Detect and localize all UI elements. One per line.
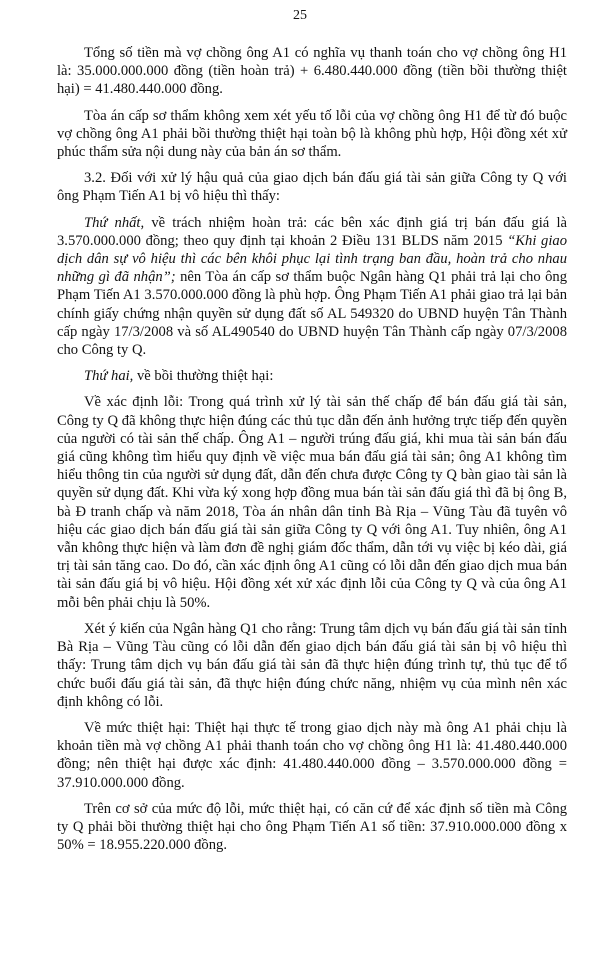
page-number: 25: [293, 8, 307, 23]
paragraph-total-payment: Tổng số tiền mà vợ chồng ông A1 có nghĩa vụ thanh toán cho vợ chồng ông H1 là: 35.000.000.000 đồng (tiền hoàn trả) + 6.480.440.000 đồng (tiền bồi thường thiệt hại) = 41.480.440.000 đồng.: [57, 45, 567, 98]
second-body-text: về bồi thường thiệt hại:: [133, 368, 274, 385]
paragraph-second-damages: [57, 367, 567, 385]
paragraph-section-3-2: 3.2. Đối với xử lý hậu quả của giao dịch bán đấu giá tài sản giữa Công ty Q với ông Phạm Tiến A1 bị vô hiệu thì thấy:: [57, 170, 567, 205]
first-lead-text: Thứ nhất,: [84, 214, 145, 231]
paragraph-compensation: Trên cơ sở của mức độ lỗi, mức thiệt hại, có căn cứ để xác định số tiền mà Công ty Q phải bồi thường thiệt hại cho ông Phạm Tiến A1 số tiền: 37.910.000.000 đồng x 50% = 18.955.220.000 đồng.: [57, 800, 567, 854]
legal-quote: “Khi giao dịch dân sự vô hiệu thì các bên khôi phục lại tình trạng ban đầu, hoàn trả cho nhau những gì đã nhận”;: [57, 232, 567, 286]
paragraph-damage-amount: Về mức thiệt hại: Thiệt hại thực tế trong giao dịch này mà ông A1 phải chịu là khoản tiền mà vợ chồng A1 phải thanh toán cho vợ chồng ông H1 là: 41.480.440.000 đồng; nên thiệt hại được xác định: 41.480.440.000 đồng – 3.570.000.000 đồng = 37.910.000.000 đồng.: [57, 719, 567, 791]
document-body: [57, 44, 567, 860]
paragraph-bank-opinion: Xét ý kiến của Ngân hàng Q1 cho rằng: Trung tâm dịch vụ bán đấu giá tài sản tỉnh Bà Rịa – Vũng Tàu cũng có lỗi dẫn đến giao dịch bán đấu giá tài sản bị vô hiệu thì thấy: Trung tâm dịch vụ bán đấu giá tài sản đã thực hiện đúng trình tự, thủ tục để tổ chức buổi đấu giá tài sản, đã thực hiện đúng chức năng, nhiệm vụ của mình nên xác định không có lỗi.: [57, 620, 567, 710]
paragraph-fault-determination: Về xác định lỗi: Trong quá trình xử lý tài sản thế chấp để bán đấu giá tài sản, Công ty Q đã không thực hiện đúng các thủ tục dẫn đến ảnh hưởng trực tiếp đến quyền của người có tài sản thế chấp. Ông A1 – người trúng đấu giá, khi mua tài sản bán đấu giá cũng không tìm hiểu quy định về việc mua bán đấu giá tài sản; ông A1 không tìm hiểu thông tin của người sử dụng đất, dẫn đến chưa được Công ty Q bàn giao tài sản là quyền sử dụng đất. Khi vừa ký xong hợp đồng mua bán tài sản đấu giá thì đã bị ông B, bà Đ tranh chấp và năm 2018, Tòa án nhân dân tỉnh Bà Rịa – Vũng Tàu đã tuyên vô hiệu các giao dịch bán đấu giá tài sản giữa Công ty Q với ông A1. Tuy nhiên, ông A1 vẫn không thực hiện và làm đơn đề nghị giám đốc thẩm, dẫn tới vụ việc bị kéo dài, giá trị tài sản tăng cao. Do đó, cần xác định ông A1 cũng có lỗi dẫn đến giao dịch mua bán tài sản đấu giá bị vô hiệu. Hội đồng xét xử xác định lỗi của Công ty Q và của ông A1 mỗi bên phải chịu là 50%.: [57, 394, 567, 611]
paragraph-first-refund: [57, 214, 567, 360]
first-body-text: về trách nhiệm hoàn trả: các bên xác định giá trị bán đấu giá là 3.570.000.000 đồng; theo quy định tại khoản 2 Điều 131 BLDS năm 2015: [57, 214, 567, 249]
paragraph-first-instance-error: Tòa án cấp sơ thẩm không xem xét yếu tố lỗi của vợ chồng ông H1 để từ đó buộc vợ chồng ông A1 phải bồi thường thiệt hại toàn bộ là không phù hợp, Hội đồng xét xử phúc thẩm sửa nội dung này của bản án sơ thẩm.: [57, 107, 567, 161]
second-lead-text: Thứ hai,: [84, 368, 134, 385]
first-body-continued: nên Tòa án cấp sơ thẩm buộc Ngân hàng Q1 phải trả lại cho ông Phạm Tiến A1 3.570.000.000 đồng là phù hợp. Ông Phạm Tiến A1 phải giao trả lại bản chính giấy chứng nhận quyền sử dụng đất số AL 549320 do UBND huyện Tân Thành cấp ngày 17/3/2008 và số AL490540 do UBND huyện Tân Thành cấp ngày 07/3/2008 cho Công ty Q.: [57, 269, 567, 359]
